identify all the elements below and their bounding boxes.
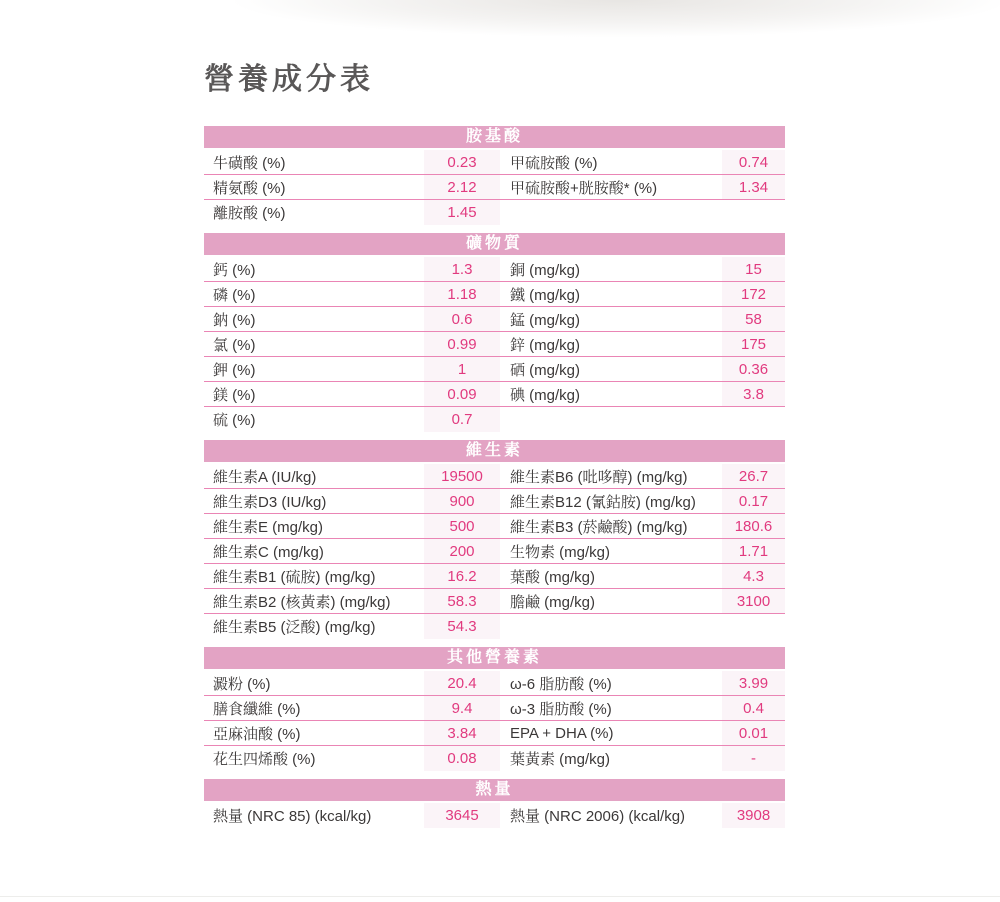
table-row bbox=[204, 257, 785, 282]
nutrient-value: 1.18 bbox=[424, 282, 500, 306]
table-row bbox=[204, 696, 785, 721]
nutrient-label: 維生素A (IU/kg) bbox=[213, 468, 317, 486]
nutrient-label: 維生素B6 (吡哆醇) (mg/kg) bbox=[510, 468, 688, 486]
table-row bbox=[204, 357, 785, 382]
nutrient-value: 0.7 bbox=[424, 407, 500, 432]
nutrient-value: 9.4 bbox=[424, 696, 500, 720]
nutrient-value: 3.8 bbox=[722, 382, 785, 406]
bottom-divider bbox=[0, 896, 1000, 897]
nutrient-value: 20.4 bbox=[424, 671, 500, 695]
nutrient-label: ω-3 脂肪酸 (%) bbox=[510, 700, 612, 718]
nutrient-value: 19500 bbox=[424, 464, 500, 488]
section-header-other-nutrients: 其他營養素 bbox=[204, 647, 785, 669]
nutrient-value: 900 bbox=[424, 489, 500, 513]
nutrient-value: 0.17 bbox=[722, 489, 785, 513]
nutrient-label: 鈣 (%) bbox=[213, 261, 256, 279]
table-row bbox=[204, 671, 785, 696]
nutrient-value: 16.2 bbox=[424, 564, 500, 588]
table-row bbox=[204, 746, 785, 771]
nutrient-value: 1.45 bbox=[424, 200, 500, 225]
table-row bbox=[204, 721, 785, 746]
content-area bbox=[204, 65, 785, 836]
table-row bbox=[204, 589, 785, 614]
nutrient-label: 錳 (mg/kg) bbox=[510, 311, 581, 329]
nutrient-label: 精氨酸 (%) bbox=[213, 179, 286, 197]
nutrient-value: 0.36 bbox=[722, 357, 785, 381]
nutrient-value: 200 bbox=[424, 539, 500, 563]
nutrient-label: 維生素B2 (核黃素) (mg/kg) bbox=[213, 593, 391, 611]
nutrient-value: 1.3 bbox=[424, 257, 500, 281]
nutrient-value bbox=[722, 407, 785, 432]
nutrient-label: 膽鹼 (mg/kg) bbox=[510, 593, 596, 611]
table-row bbox=[204, 150, 785, 175]
table-row bbox=[204, 175, 785, 200]
nutrient-label: 硒 (mg/kg) bbox=[510, 361, 581, 379]
nutrient-value: 500 bbox=[424, 514, 500, 538]
section-header-vitamins: 維生素 bbox=[204, 440, 785, 462]
nutrient-label: 葉黃素 (mg/kg) bbox=[510, 751, 611, 768]
nutrient-label: 亞麻油酸 (%) bbox=[213, 725, 301, 743]
page-title: 營養成分表 bbox=[204, 63, 374, 96]
nutrient-value: 0.99 bbox=[424, 332, 500, 356]
table-row bbox=[204, 803, 785, 828]
nutrient-value bbox=[722, 614, 785, 639]
section-vitamins bbox=[204, 440, 785, 639]
nutrient-value: 180.6 bbox=[722, 514, 785, 538]
nutrient-label: EPA + DHA (%) bbox=[510, 724, 614, 742]
table-row bbox=[204, 332, 785, 357]
nutrient-label: 鐵 (mg/kg) bbox=[510, 286, 581, 304]
nutrient-label: 膳食纖維 (%) bbox=[213, 700, 301, 718]
table-row bbox=[204, 464, 785, 489]
nutrient-label: 澱粉 (%) bbox=[213, 675, 271, 693]
nutrient-label: 維生素C (mg/kg) bbox=[213, 543, 324, 561]
nutrient-value: 3.99 bbox=[722, 671, 785, 695]
nutrient-label: 碘 (mg/kg) bbox=[510, 386, 581, 404]
nutrient-label: 鎂 (%) bbox=[213, 386, 256, 404]
nutrient-label: 維生素B3 (菸鹼酸) (mg/kg) bbox=[510, 518, 688, 536]
nutrient-label: 維生素B12 (氰鈷胺) (mg/kg) bbox=[510, 493, 696, 511]
nutrient-label: 銅 (mg/kg) bbox=[510, 261, 581, 279]
nutrient-label bbox=[500, 407, 722, 432]
nutrient-label: 鋅 (mg/kg) bbox=[510, 336, 581, 354]
nutrient-value: 175 bbox=[722, 332, 785, 356]
nutrient-value: 3.84 bbox=[424, 721, 500, 745]
nutrient-value: 3908 bbox=[722, 803, 785, 828]
nutrient-label: 生物素 (mg/kg) bbox=[510, 543, 611, 561]
nutrient-value: 1 bbox=[424, 357, 500, 381]
nutrient-value: 0.4 bbox=[722, 696, 785, 720]
table-row bbox=[204, 200, 785, 225]
nutrient-value: 0.08 bbox=[424, 746, 500, 771]
section-minerals bbox=[204, 233, 785, 432]
nutrient-label: 甲硫胺酸+胱胺酸* (%) bbox=[510, 179, 658, 197]
nutrient-value: 3100 bbox=[722, 589, 785, 613]
nutrient-value: 2.12 bbox=[424, 175, 500, 199]
nutrient-value: 58.3 bbox=[424, 589, 500, 613]
nutrient-label: 熱量 (NRC 2006) (kcal/kg) bbox=[510, 808, 686, 825]
section-energy bbox=[204, 779, 785, 828]
nutrient-label: 鈉 (%) bbox=[213, 311, 256, 329]
nutrient-label: 磷 (%) bbox=[213, 286, 256, 304]
nutrient-label: 離胺酸 (%) bbox=[213, 205, 286, 222]
nutrient-value: 172 bbox=[722, 282, 785, 306]
nutrient-label: 維生素B5 (泛酸) (mg/kg) bbox=[213, 619, 376, 636]
nutrient-value: 54.3 bbox=[424, 614, 500, 639]
nutrient-value: 3645 bbox=[424, 803, 500, 828]
nutrient-label bbox=[500, 614, 722, 639]
nutrient-value: 15 bbox=[722, 257, 785, 281]
nutrient-value: 58 bbox=[722, 307, 785, 331]
section-header-energy: 熱量 bbox=[204, 779, 785, 801]
nutrient-label: ω-6 脂肪酸 (%) bbox=[510, 675, 612, 693]
nutrient-label: 熱量 (NRC 85) (kcal/kg) bbox=[213, 808, 372, 825]
nutrient-value: 1.34 bbox=[722, 175, 785, 199]
nutrient-value: 0.23 bbox=[424, 150, 500, 174]
nutrient-label: 甲硫胺酸 (%) bbox=[510, 154, 598, 172]
nutrient-label: 葉酸 (mg/kg) bbox=[510, 568, 596, 586]
nutrient-value: 0.74 bbox=[722, 150, 785, 174]
nutrient-label: 維生素D3 (IU/kg) bbox=[213, 493, 327, 511]
table-row bbox=[204, 539, 785, 564]
nutrition-table bbox=[204, 126, 785, 828]
nutrient-label: 花生四烯酸 (%) bbox=[213, 751, 316, 768]
nutrient-label: 牛磺酸 (%) bbox=[213, 154, 286, 172]
table-row bbox=[204, 307, 785, 332]
section-amino-acids bbox=[204, 126, 785, 225]
table-row bbox=[204, 489, 785, 514]
nutrient-label: 維生素E (mg/kg) bbox=[213, 518, 324, 536]
nutrient-label: 硫 (%) bbox=[213, 412, 256, 429]
table-row bbox=[204, 382, 785, 407]
table-row bbox=[204, 407, 785, 432]
table-row bbox=[204, 614, 785, 639]
nutrient-label bbox=[500, 200, 722, 225]
table-row bbox=[204, 564, 785, 589]
section-header-amino-acids: 胺基酸 bbox=[204, 126, 785, 148]
section-other-nutrients bbox=[204, 647, 785, 771]
nutrient-value: 4.3 bbox=[722, 564, 785, 588]
nutrient-value: 0.6 bbox=[424, 307, 500, 331]
top-shadow bbox=[0, 0, 1000, 50]
table-row bbox=[204, 514, 785, 539]
nutrient-value bbox=[722, 200, 785, 225]
nutrient-label: 氯 (%) bbox=[213, 336, 256, 354]
nutrient-label: 維生素B1 (硫胺) (mg/kg) bbox=[213, 568, 376, 586]
nutrient-value: 0.09 bbox=[424, 382, 500, 406]
nutrient-value: - bbox=[722, 746, 785, 771]
section-header-minerals: 礦物質 bbox=[204, 233, 785, 255]
nutrient-label: 鉀 (%) bbox=[213, 361, 256, 379]
table-row bbox=[204, 282, 785, 307]
nutrient-value: 0.01 bbox=[722, 721, 785, 745]
nutrient-value: 1.71 bbox=[722, 539, 785, 563]
nutrient-value: 26.7 bbox=[722, 464, 785, 488]
